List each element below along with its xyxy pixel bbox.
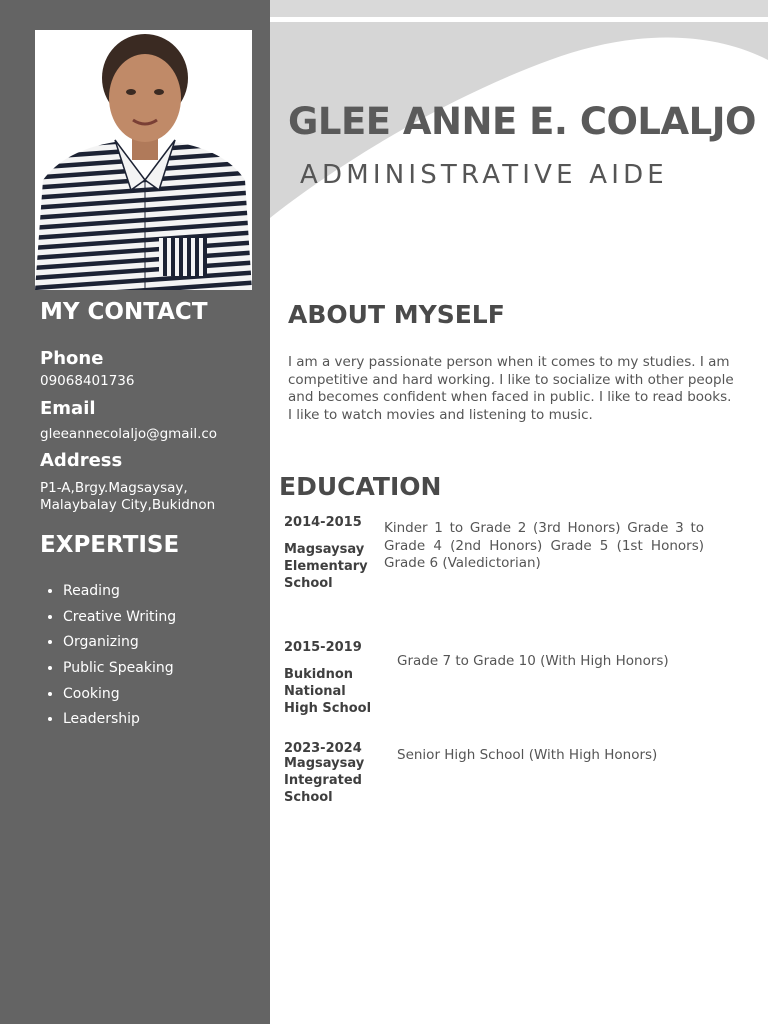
about-heading: ABOUT MYSELF bbox=[288, 300, 505, 329]
education-heading: EDUCATION bbox=[279, 472, 442, 501]
candidate-name: GLEE ANNE E. COLALJO bbox=[288, 100, 756, 143]
expertise-list bbox=[44, 581, 176, 735]
phone-label: Phone bbox=[40, 348, 104, 369]
about-text: I am a very passionate person when it comes to my studies. I am competitive and hard working. I like to socialize with other people and becomes confident when faced in public. I like to read books. I like to watch movies and listening to music. bbox=[288, 354, 734, 423]
contact-heading: MY CONTACT bbox=[40, 299, 208, 325]
list-item: • Reading bbox=[63, 581, 176, 607]
job-title: ADMINISTRATIVE AIDE bbox=[300, 160, 668, 190]
education-years: 2023-2024 bbox=[284, 741, 362, 756]
phone-value: 09068401736 bbox=[40, 373, 135, 389]
address-line-1: P1-A,Brgy.Magsaysay, bbox=[40, 480, 188, 496]
education-school: Magsaysay Elementary School bbox=[284, 542, 368, 591]
education-school: Magsaysay Integrated School bbox=[284, 756, 365, 805]
expertise-heading: EXPERTISE bbox=[40, 532, 180, 558]
education-detail: Grade 7 to Grade 10 (With High Honors) bbox=[397, 653, 669, 669]
list-item: • Leadership bbox=[63, 709, 176, 735]
list-item: • Organizing bbox=[63, 632, 176, 658]
address-line-2: Malaybalay City,Bukidnon bbox=[40, 497, 216, 513]
list-item: • Public Speaking bbox=[63, 658, 176, 684]
profile-photo bbox=[35, 30, 252, 290]
address-label: Address bbox=[40, 450, 123, 471]
education-years: 2014-2015 bbox=[284, 515, 362, 530]
list-item: • Cooking bbox=[63, 684, 176, 710]
email-label: Email bbox=[40, 398, 96, 419]
education-detail: Kinder 1 to Grade 2 (3rd Honors) Grade 3 to Grade 4 (2nd Honors) Grade 5 (1st Honors) Grade 6 (Valedictorian) bbox=[384, 520, 704, 571]
education-years: 2015-2019 bbox=[284, 640, 362, 655]
email-value: gleeannecolaljo@gmail.co bbox=[40, 426, 218, 442]
education-detail: Senior High School (With High Honors) bbox=[397, 747, 658, 763]
list-item: • Creative Writing bbox=[63, 607, 176, 633]
education-school: Bukidnon National High School bbox=[284, 667, 372, 716]
